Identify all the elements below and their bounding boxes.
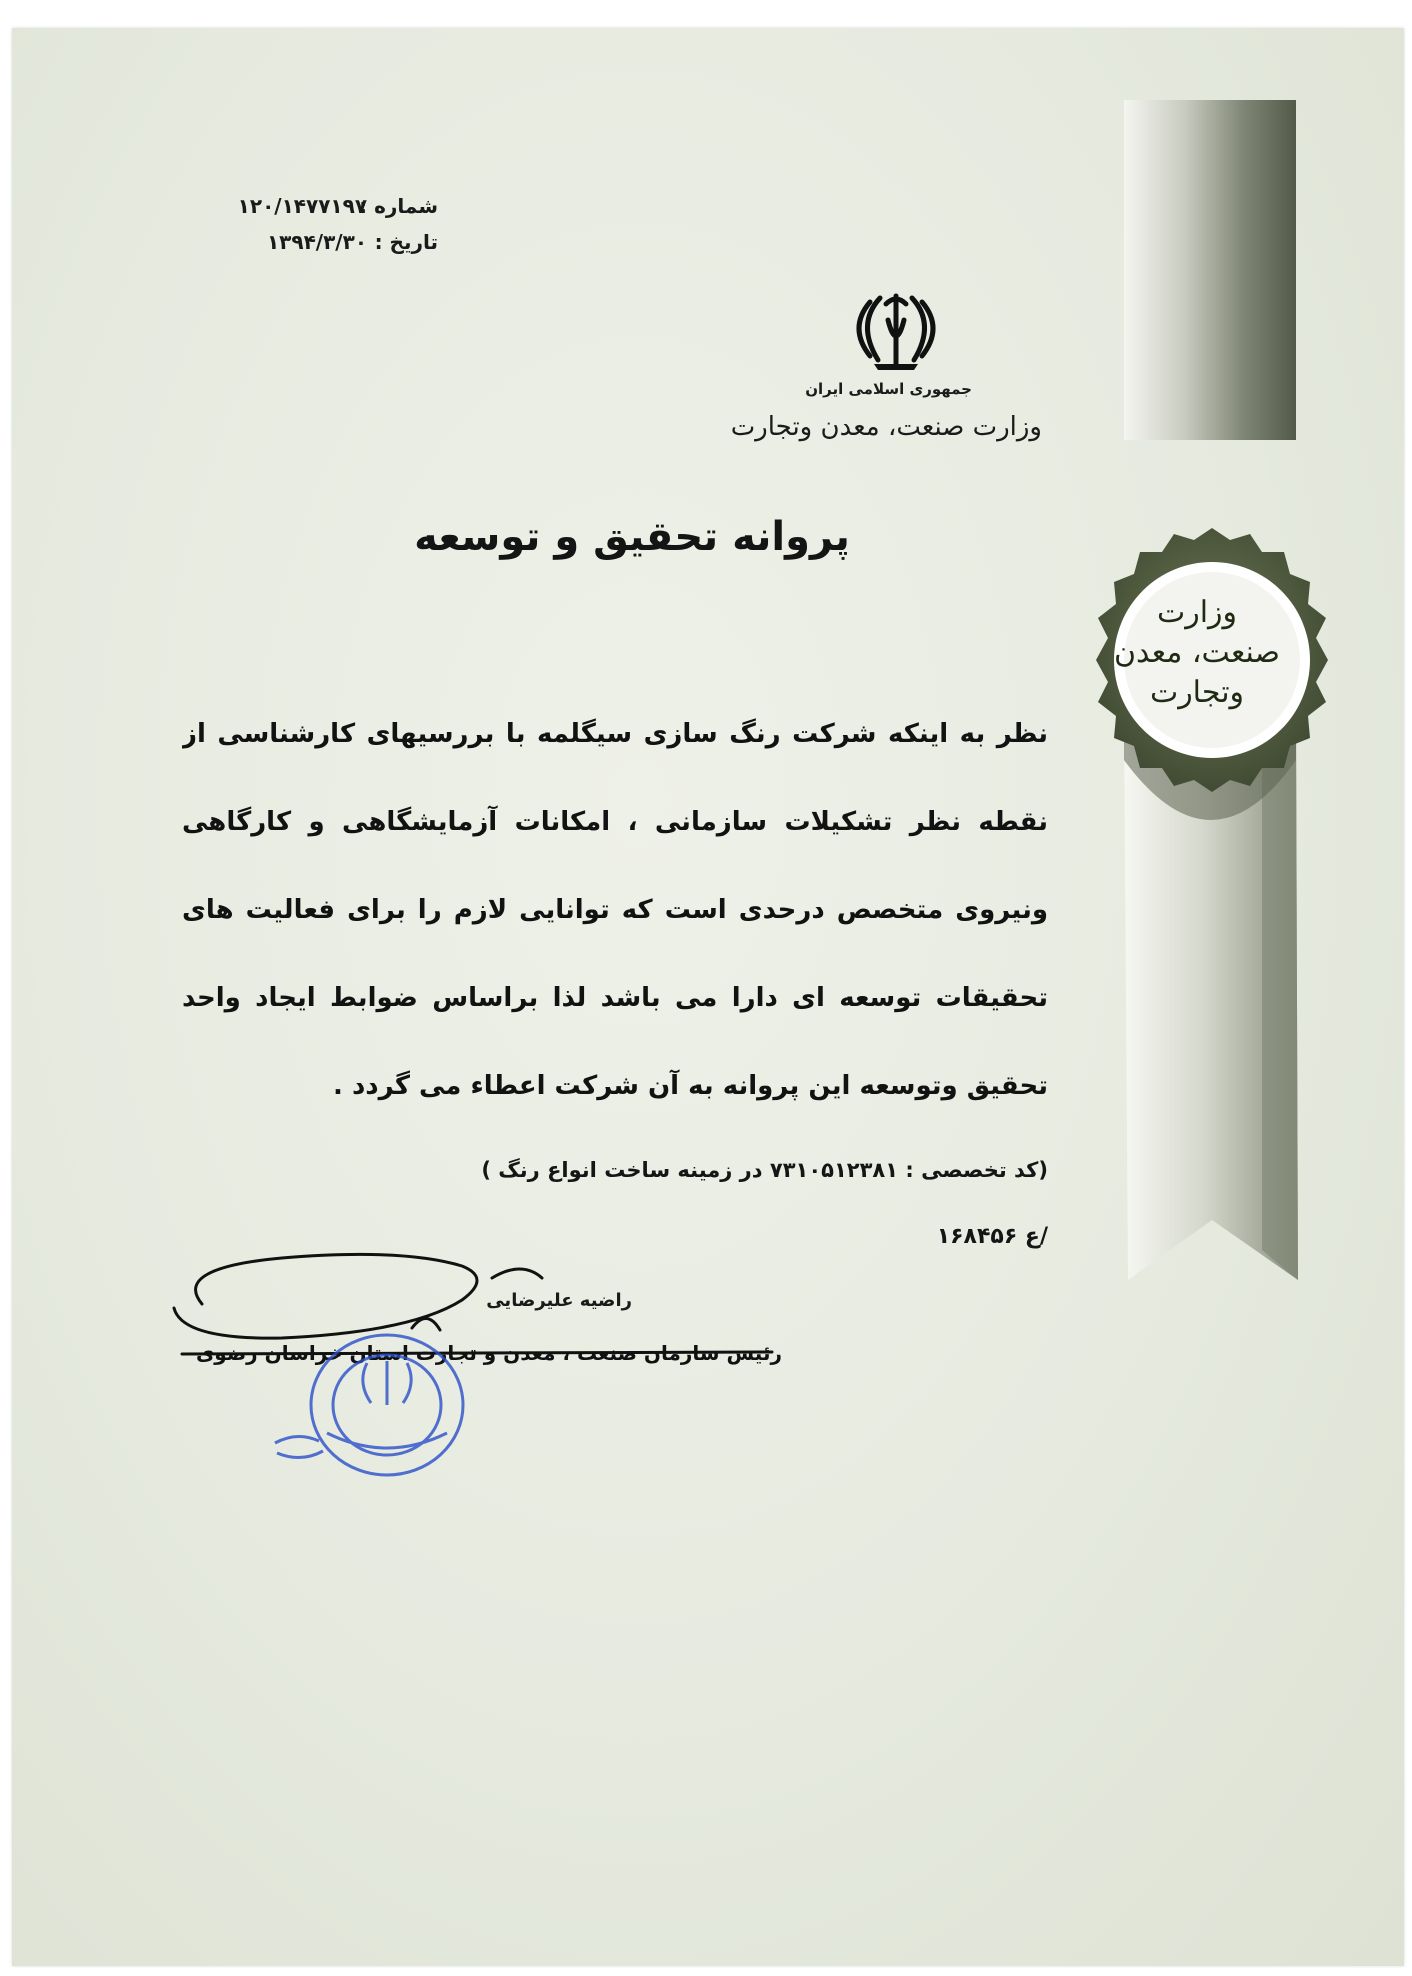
reference-number: /ع ۱۶۸۴۵۶ xyxy=(936,1224,1048,1249)
number-value: ۱۲۰/۱۴۷۷۱۹۷ xyxy=(237,194,368,218)
document-meta xyxy=(218,188,438,260)
number-label: شماره : xyxy=(359,194,438,218)
date-label: تاریخ : xyxy=(374,230,438,254)
official-stamp xyxy=(267,1313,467,1483)
certificate-body xyxy=(182,704,1048,1144)
body-line: تحقیقات توسعه ای دارا می باشد لذا براساس ضوابط ایجاد واحد xyxy=(182,983,1048,1013)
certificate-page xyxy=(12,28,1404,1966)
signer-name: راضیه علیرضایی xyxy=(486,1290,632,1311)
body-line: ونیروی متخصص درحدی است که توانایی لازم را برای فعالیت های xyxy=(182,895,1048,925)
seal-text xyxy=(1112,593,1282,713)
date-value: ۱۳۹۴/۳/۳۰ xyxy=(266,230,368,254)
iran-emblem-icon xyxy=(850,290,942,372)
republic-name: جمهوری اسلامی ایران xyxy=(805,380,972,398)
specialty-code: (کد تخصصی : ۷۳۱۰۵۱۲۳۸۱ در زمینه ساخت انواع رنگ ) xyxy=(481,1158,1048,1182)
number-row xyxy=(218,188,438,224)
seal-line-3: وتجارت xyxy=(1149,675,1245,710)
date-row xyxy=(218,224,438,260)
ministry-name: وزارت صنعت، معدن وتجارت xyxy=(730,412,1042,442)
body-line: نظر به اینکه شرکت رنگ سازی سیگلمه با بررسیهای کارشناسی از xyxy=(182,719,1048,749)
seal-line-1: وزارت xyxy=(1156,595,1238,630)
body-line: تحقیق وتوسعه این پروانه به آن شرکت اعطاء می گردد . xyxy=(333,1071,1048,1101)
document-title: پروانه تحقیق و توسعه xyxy=(414,514,850,560)
signer-title: رئیس سازمان صنعت ، معدن و تجارت استان خراسان رضوی xyxy=(195,1341,782,1365)
body-line: نقطه نظر تشکیلات سازمانی ، امکانات آزمایشگاهی و کارگاهی xyxy=(182,807,1048,837)
seal-line-2: صنعت، معدن xyxy=(1114,635,1280,670)
